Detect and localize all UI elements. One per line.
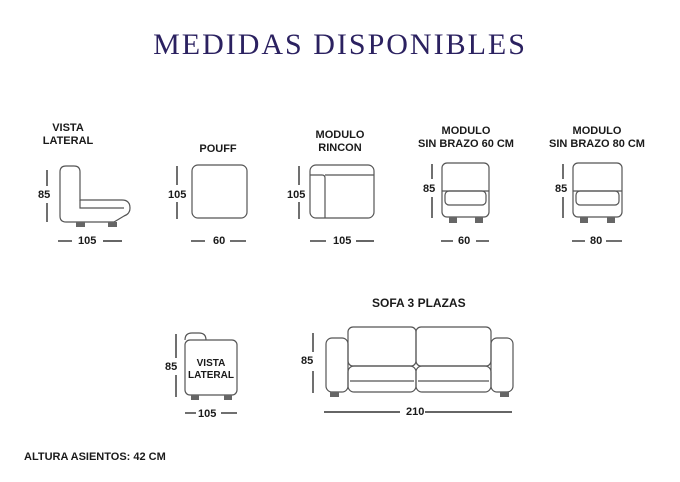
page-title: MEDIDAS DISPONIBLES xyxy=(153,28,527,61)
label-line: MODULO xyxy=(572,125,622,137)
dimension-height: 105 xyxy=(287,189,306,201)
side-view-lower-drawing xyxy=(185,333,237,400)
dimension-line xyxy=(432,164,489,241)
label-line: SIN BRAZO 60 CM xyxy=(418,138,514,150)
armless-60-module-drawing xyxy=(442,163,489,223)
label-line: LATERAL xyxy=(42,135,94,147)
dimension-width: 60 xyxy=(458,235,471,247)
dimension-line xyxy=(47,170,122,241)
dimension-height: 85 xyxy=(38,189,51,201)
dimension-width: 80 xyxy=(590,235,603,247)
pouff-drawing xyxy=(192,165,247,218)
side-view-chair-drawing xyxy=(60,166,130,227)
dimension-width: 105 xyxy=(333,235,352,247)
dimension-line xyxy=(177,166,246,241)
label-line: LATERAL xyxy=(188,370,234,381)
label-line: MODULO xyxy=(441,125,491,137)
dimension-height: 85 xyxy=(423,183,436,195)
seat-height-note: ALTURA ASIENTOS: 42 CM xyxy=(24,451,166,463)
dimension-width: 60 xyxy=(213,235,226,247)
label-line: RINCON xyxy=(318,142,362,154)
label-line: MODULO xyxy=(315,129,365,141)
dimension-line xyxy=(313,333,512,412)
dimension-width: 210 xyxy=(406,406,425,418)
dimension-height: 85 xyxy=(165,361,178,373)
corner-module-drawing xyxy=(310,165,374,218)
dimension-line xyxy=(563,164,622,241)
dimension-height: 85 xyxy=(301,355,314,367)
sofa-3-seat-drawing xyxy=(326,327,513,397)
dimension-height: 85 xyxy=(555,183,568,195)
armless-80-module-drawing xyxy=(573,163,622,223)
label-line: VISTA xyxy=(52,122,84,134)
sofa-title: SOFA 3 PLAZAS xyxy=(372,296,466,310)
label-line: SIN BRAZO 80 CM xyxy=(549,138,645,150)
dimension-height: 105 xyxy=(168,189,187,201)
dimension-width: 105 xyxy=(198,408,217,420)
label-line: POUFF xyxy=(199,143,237,155)
dimension-width: 105 xyxy=(78,235,97,247)
label-line: VISTA xyxy=(196,358,226,369)
